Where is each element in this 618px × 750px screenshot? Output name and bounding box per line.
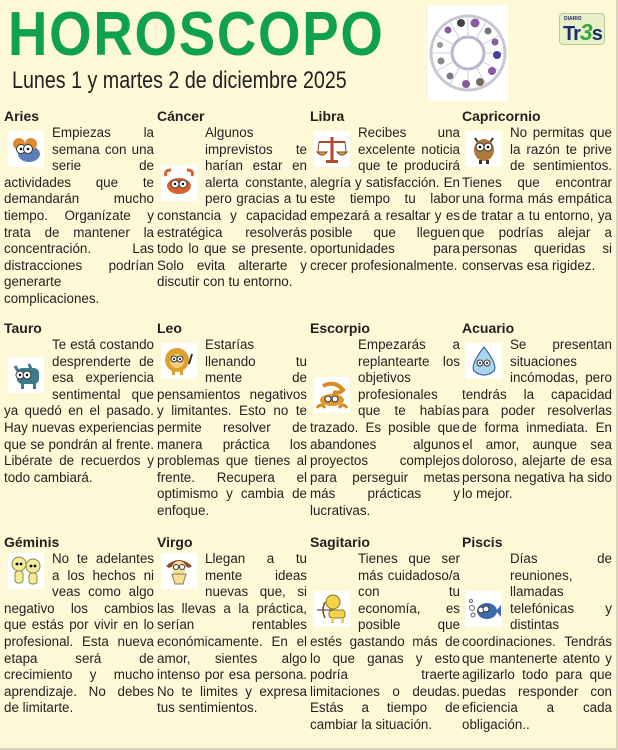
sign-name: Piscis bbox=[462, 534, 503, 550]
sign-text: Algunos imprevistos te harían estar en alerta constante, pero gracias a tu constancia y capacidad estratégica resolverás todo lo que se presente. Solo evita alterarte y discutir con tu entorno. bbox=[157, 125, 307, 290]
sign-name: Cáncer bbox=[157, 108, 205, 124]
twins-icon bbox=[8, 553, 44, 589]
crab-icon bbox=[161, 165, 197, 201]
sign-text: Días de reuniones, llamadas telefónicas y distintas coordinaciones. Tendrás que mantenerte atento y agilizarlo todo para que puedas responder con eficiencia a cada obligación.. bbox=[462, 551, 612, 732]
sign-name: Sagitario bbox=[310, 534, 370, 550]
masthead bbox=[0, 0, 618, 105]
sign-libra bbox=[310, 108, 460, 274]
sign-name: Acuario bbox=[462, 320, 515, 336]
logo-brand: Tr3s bbox=[563, 19, 602, 45]
sign-name: Escorpio bbox=[310, 320, 370, 336]
sign-virgo bbox=[157, 534, 307, 717]
page-title: HOROSCOPO bbox=[8, 0, 385, 69]
date-line: Lunes 1 y martes 2 de diciembre 2025 bbox=[12, 67, 347, 94]
scales-icon bbox=[314, 131, 350, 167]
maiden-icon bbox=[161, 553, 197, 589]
sign-leo bbox=[157, 320, 307, 520]
sign-escorpio bbox=[310, 320, 460, 520]
sign-name: Aries bbox=[4, 108, 40, 124]
lion-icon bbox=[161, 343, 197, 379]
sign-text: Empiezas la semana con una serie de actividades que te demandarán mucho tiempo. Organízate y trata de mantener la concentración. Las distracciones podrían generarte complicaciones. bbox=[4, 125, 154, 306]
sign-sagitario bbox=[310, 534, 460, 734]
sign-capricornio bbox=[462, 108, 612, 274]
sign-piscis bbox=[462, 534, 612, 734]
sign-text: Se presentan situaciones incómodas, pero tendrás la capacidad para poder resolverlas de forma inmediata. En el amor, aunque sea doloroso, alejarte de esa persona negativa ha sido lo mejor. bbox=[462, 337, 612, 502]
sign-name: Capricornio bbox=[462, 108, 541, 124]
sign-name: Libra bbox=[310, 108, 345, 124]
water-drop-icon bbox=[466, 343, 502, 379]
sign-text: Te está costando desprenderte de esa experiencia sentimental que ya quedó en el pasado. Hay nuevas experiencias que se pondrán al frente. Libérate de recuerdos y todo cambiará. bbox=[4, 337, 154, 485]
fish-icon bbox=[466, 591, 502, 627]
sign-aries bbox=[4, 108, 154, 308]
sign-text: Llegan a tu mente ideas nuevas que, si las llevas a la práctica, serían rentables económicamente. En el amor, sientes algo intenso por esa persona. No te limites y expresa tus sentimientos. bbox=[157, 551, 307, 716]
sign-text: No te adelantes a los hechos ni veas como algo negativo los cambios que estás por vivir en lo profesional. Esta nueva etapa será de crecimiento y mucho aprendizaje. No debes de limitarte. bbox=[4, 551, 154, 716]
sign-text: Estarías llenando tu mente de pensamientos negativos y limitantes. Esto no te permite resolver de manera práctica los problemas que tienes al frente. Recupera el optimismo y cambia de enfoque. bbox=[157, 337, 307, 518]
scorpion-icon bbox=[314, 377, 350, 413]
archer-icon bbox=[314, 591, 350, 627]
zodiac-wheel-icon bbox=[428, 5, 508, 101]
bull-icon bbox=[8, 357, 44, 393]
sign-name: Leo bbox=[157, 320, 182, 336]
sign-geminis bbox=[4, 534, 154, 717]
sign-name: Géminis bbox=[4, 534, 60, 550]
sign-name: Tauro bbox=[4, 320, 42, 336]
goat-icon bbox=[466, 131, 502, 167]
ram-icon bbox=[8, 131, 44, 167]
sign-text: No permitas que la razón te prive de sentimientos. Tienes que encontrar una forma más empática de tratar a tu entorno, ya que podrías alejar a personas queridas si conservas esa rigidez. bbox=[462, 125, 612, 273]
sign-text: Tienes que ser más cuidadoso/a con tu economía, es posible que estés gastando más de lo que ganas y esto podría traerte limitaciones o deudas. Estás a tiempo de cambiar la situación. bbox=[310, 551, 460, 732]
sign-tauro bbox=[4, 320, 154, 486]
logo-small-text: DIARIO bbox=[564, 16, 582, 22]
sign-acuario bbox=[462, 320, 612, 503]
sign-cancer bbox=[157, 108, 307, 291]
sign-text: Recibes una excelente noticia que te producirá alegría y satisfacción. En este tiempo tu labor empezará a resaltar y es posible que lleguen oportunidades para crecer profesionalmente. bbox=[310, 125, 460, 273]
sign-text: Empezarás a replantearte los objetivos profesionales que te habías trazado. Es posible que abandones algunos proyectos complejos para perseguir metas más prácticas y lucrativas. bbox=[310, 337, 460, 518]
sign-name: Virgo bbox=[157, 534, 193, 550]
diario-tres-logo bbox=[559, 13, 605, 45]
